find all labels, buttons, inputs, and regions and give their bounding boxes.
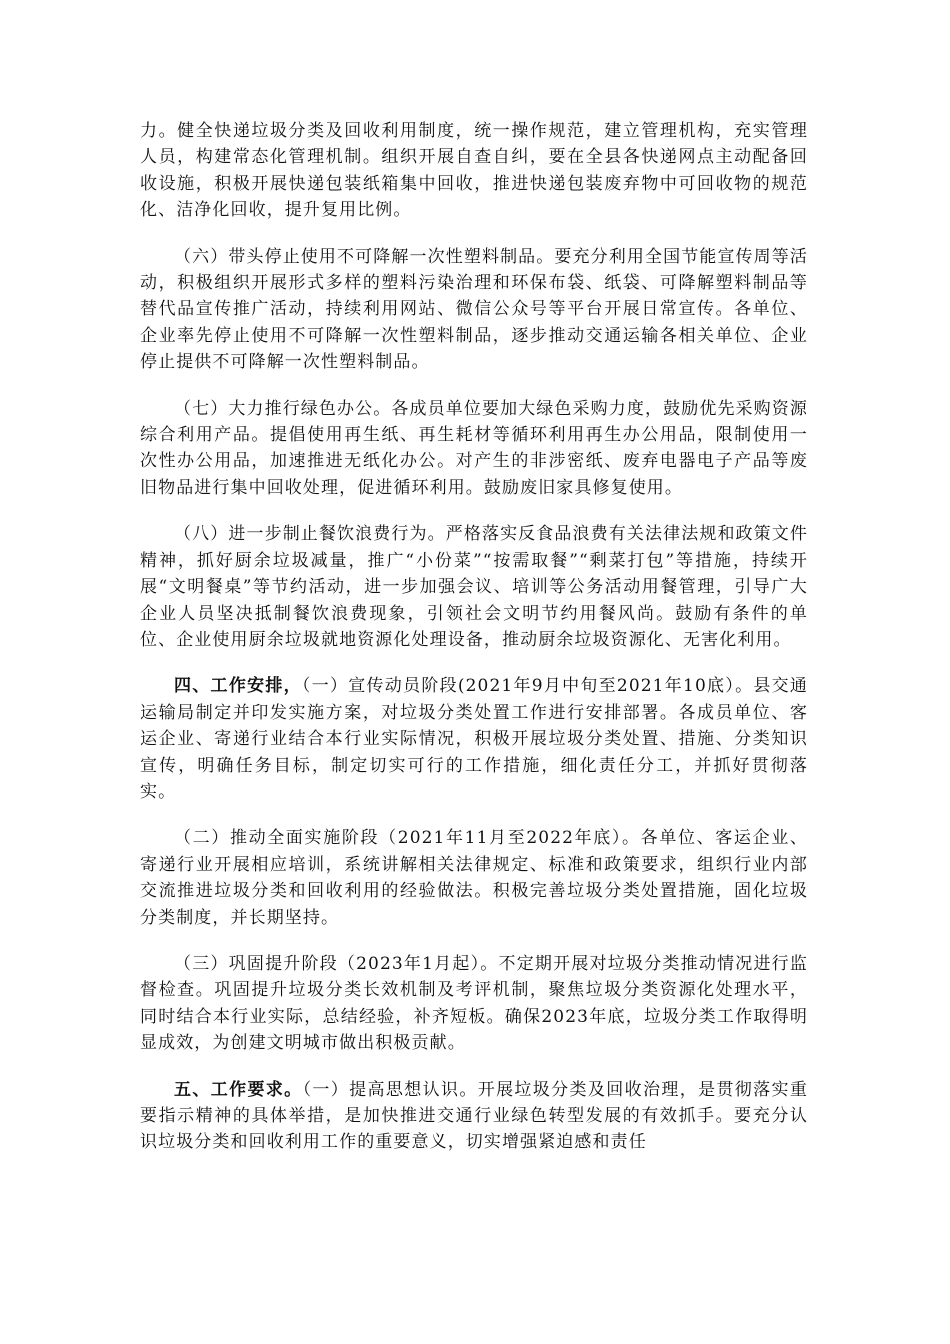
paragraph-item-6	[140, 244, 808, 376]
paragraph-text: （三）巩固提升阶段（2023年1月起）。不定期开展对垃圾分类推动情况进行监督检查。巩固提升垃圾分类长效机制及考评机制，聚焦垃圾分类资源化处理水平，同时结合本行业实际，总结经验，补齐短板。确保2023年底，垃圾分类工作取得明显成效，为创建文明城市做出积极贡献。	[140, 953, 808, 1054]
section-5-work-requirements	[140, 1077, 808, 1156]
paragraph-text: （七）大力推行绿色办公。各成员单位要加大绿色采购力度，鼓励优先采购资源综合利用产品。提倡使用再生纸、再生耗材等循环利用再生办公用品，限制使用一次性办公用品，加速推进无纸化办公。对产生的非涉密纸、废弃电器电子产品等废旧物品进行集中回收处理，促进循环利用。鼓励废旧家具修复使用。	[140, 398, 808, 498]
section-4-work-arrangement	[140, 673, 808, 805]
paragraph-continued	[140, 118, 808, 224]
paragraph-item-7	[140, 396, 808, 502]
paragraph-text: （六）带头停止使用不可降解一次性塑料制品。要充分利用全国节能宣传周等活动，积极组织开展形式多样的塑料污染治理和环保布袋、纸袋、可降解塑料制品等替代品宣传推广活动，持续利用网站、微信公众号等平台开展日常宣传。各单位、企业率先停止使用不可降解一次性塑料制品，逐步推动交通运输各相关单位、企业停止提供不可降解一次性塑料制品。	[140, 246, 808, 373]
document-page	[140, 118, 808, 1176]
paragraph-text: （一）宣传动员阶段(2021年9月中旬至2021年10底）。县交通运输局制定并印发实施方案，对垃圾分类处置工作进行安排部署。各成员单位、客运企业、寄递行业结合本行业实际情况，积极开展垃圾分类处置、措施、分类知识宣传，明确任务目标，制定切实可行的工作措施，细化责任分工，并抓好贯彻落实。	[140, 676, 809, 802]
paragraph-text: 力。健全快递垃圾分类及回收利用制度，统一操作规范，建立管理机构，充实管理人员，构建常态化管理机制。组织开展自查自纠，要在全县各快递网点主动配备回收设施，积极开展快递包装纸箱集中回收，推进快递包装废弃物中可回收物的规范化、洁净化回收，提升复用比例。	[140, 121, 808, 221]
section-heading: 四、工作安排，	[174, 676, 302, 697]
section-heading: 五、工作要求。	[174, 1079, 303, 1100]
paragraph-phase-2	[140, 825, 808, 931]
paragraph-phase-3	[140, 951, 808, 1057]
paragraph-text: （二）推动全面实施阶段（2021年11月至2022年底）。各单位、客运企业、寄递行业开展相应培训，系统讲解相关法律规定、标准和政策要求，组织行业内部交流推进垃圾分类和回收利用的经验做法。积极完善垃圾分类处置措施，固化垃圾分类制度，并长期坚持。	[140, 828, 808, 928]
paragraph-text: （八）进一步制止餐饮浪费行为。严格落实反食品浪费有关法律法规和政策文件精神，抓好厨余垃圾减量，推广“小份菜”“按需取餐”“剩菜打包”等措施，持续开展“文明餐桌”等节约活动，进一步加强会议、培训等公务活动用餐管理，引导广大企业人员坚决抵制餐饮浪费现象，引领社会文明节约用餐风尚。鼓励有条件的单位、企业使用厨余垃圾就地资源化处理设备，推动厨余垃圾资源化、无害化利用。	[140, 524, 808, 650]
paragraph-item-8	[140, 521, 808, 653]
paragraph-text: （一）提高思想认识。开展垃圾分类及回收治理，是贯彻落实重要指示精神的具体举措，是加快推进交通行业绿色转型发展的有效抓手。要充分认识垃圾分类和回收利用工作的重要意义，切实增强紧迫感和责任	[140, 1079, 808, 1153]
